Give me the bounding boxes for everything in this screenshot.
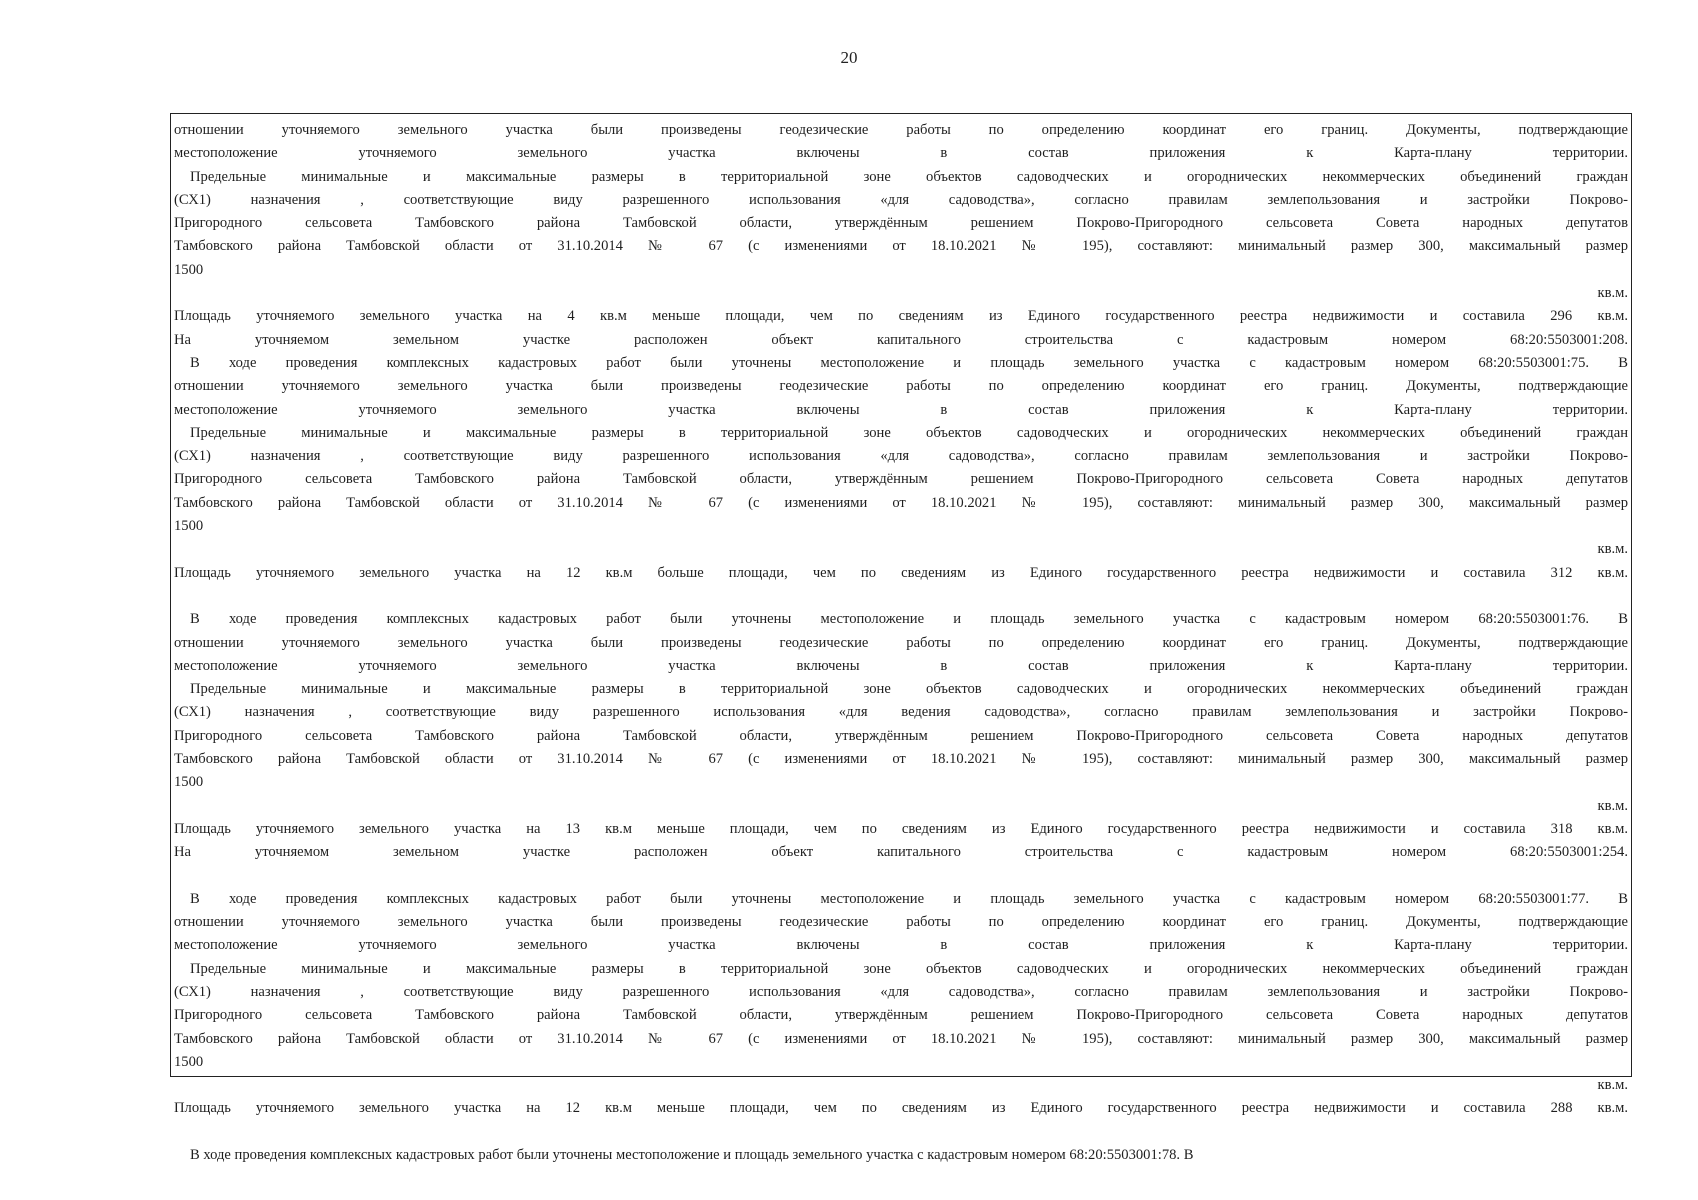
text-line: На уточняемом земельном участке расположен объект капитального строительства с кадастровым номером 68:20:5503001:208.: [174, 331, 1628, 348]
parcel-section: [174, 1144, 1628, 1167]
blank-line: [174, 1121, 1628, 1144]
parcel-section: [174, 119, 1628, 352]
document-frame: [170, 113, 1632, 1164]
text-line: В ходе проведения комплексных кадастровых работ были уточнены местоположение и площадь земельного участка с кадастровым номером 68:20:5503001:76. В: [190, 611, 1628, 628]
blank-line: [174, 585, 1628, 608]
text-line: местоположение уточняемого земельного участка включены в состав приложения к Карта-плану территории.: [174, 657, 1628, 674]
text-line: Пригородного сельсовета Тамбовского района Тамбовской области, утверждённым решением Покрово-Пригородного сельсовета Совета народных депутатов: [174, 1007, 1628, 1024]
text-line: местоположение уточняемого земельного участка включены в состав приложения к Карта-плану территории.: [174, 937, 1628, 954]
text-line: В ходе проведения комплексных кадастровых работ были уточнены местоположение и площадь земельного участка с кадастровым номером 68:20:5503001:77. В: [190, 890, 1628, 907]
text-line: кв.м.: [1597, 285, 1628, 302]
text-line: Площадь уточняемого земельного участка на 4 кв.м меньше площади, чем по сведениям из Единого государственного реестра недвижимости и составила 296 кв.м.: [174, 308, 1628, 325]
text-line: (СХ1) назначения , соответствующие виду разрешенного использования «для садоводства», согласно правилам землепользования и застройки Покрово-: [174, 191, 1628, 208]
text-line: кв.м.: [1597, 1077, 1628, 1094]
text-line: отношении уточняемого земельного участка были произведены геодезические работы по определению координат его границ. Документы, подтверждающие: [174, 634, 1628, 651]
text-line: 1500: [174, 261, 204, 278]
text-line: Предельные минимальные и максимальные размеры в территориальной зоне объектов садоводческих и огороднических некоммерческих объединений граждан: [190, 424, 1628, 441]
text-line: кв.м.: [1597, 541, 1628, 558]
text-line: кв.м.: [1597, 797, 1628, 814]
blank-line: [174, 865, 1628, 888]
text-line: Площадь уточняемого земельного участка на 12 кв.м больше площади, чем по сведениям из Единого государственного реестра недвижимости и составила 312 кв.м.: [174, 564, 1628, 581]
text-line: 1500: [174, 1053, 204, 1070]
text-line: На уточняемом земельном участке расположен объект капитального строительства с кадастровым номером 68:20:5503001:254.: [174, 844, 1628, 861]
text-line: Площадь уточняемого земельного участка на 12 кв.м меньше площади, чем по сведениям из Единого государственного реестра недвижимости и составила 288 кв.м.: [174, 1100, 1628, 1117]
text-line: Предельные минимальные и максимальные размеры в территориальной зоне объектов садоводческих и огороднических некоммерческих объединений граждан: [190, 681, 1628, 698]
text-line: местоположение уточняемого земельного участка включены в состав приложения к Карта-плану территории.: [174, 401, 1628, 418]
text-line: Предельные минимальные и максимальные размеры в территориальной зоне объектов садоводческих и огороднических некоммерческих объединений граждан: [190, 168, 1628, 185]
text-line: (СХ1) назначения , соответствующие виду разрешенного использования «для садоводства», согласно правилам землепользования и застройки Покрово-: [174, 448, 1628, 465]
text-line: местоположение уточняемого земельного участка включены в состав приложения к Карта-плану территории.: [174, 145, 1628, 162]
text-line: Тамбовского района Тамбовской области от 31.10.2014 № 67 (с изменениями от 18.10.2021 № 195), составляют: минимальный размер 300, максимальный размер: [174, 494, 1628, 511]
text-line: Площадь уточняемого земельного участка на 13 кв.м меньше площади, чем по сведениям из Единого государственного реестра недвижимости и составила 318 кв.м.: [174, 820, 1628, 837]
text-line: Пригородного сельсовета Тамбовского района Тамбовской области, утверждённым решением Покрово-Пригородного сельсовета Совета народных депутатов: [174, 215, 1628, 232]
text-line: отношении уточняемого земельного участка были произведены геодезические работы по определению координат его границ. Документы, подтверждающие: [174, 914, 1628, 931]
page-number: 20: [840, 48, 858, 67]
text-line: Пригородного сельсовета Тамбовского района Тамбовской области, утверждённым решением Покрово-Пригородного сельсовета Совета народных депутатов: [174, 727, 1628, 744]
text-line: Предельные минимальные и максимальные размеры в территориальной зоне объектов садоводческих и огороднических некоммерческих объединений граждан: [190, 960, 1628, 977]
parcel-section: [174, 608, 1628, 888]
text-line: (СХ1) назначения , соответствующие виду разрешенного использования «для садоводства», согласно правилам землепользования и застройки Покрово-: [174, 983, 1628, 1000]
text-line: В ходе проведения комплексных кадастровых работ были уточнены местоположение и площадь земельного участка с кадастровым номером 68:20:5503001:75. В: [190, 354, 1628, 371]
document-body: [174, 119, 1628, 1167]
parcel-section: [174, 888, 1628, 1144]
text-line: Тамбовского района Тамбовской области от 31.10.2014 № 67 (с изменениями от 18.10.2021 № 195), составляют: минимальный размер 300, максимальный размер: [174, 1030, 1628, 1047]
text-line: 1500: [174, 774, 204, 791]
text-line: 1500: [174, 518, 204, 535]
parcel-section: [174, 352, 1628, 608]
text-line: отношении уточняемого земельного участка были произведены геодезические работы по определению координат его границ. Документы, подтверждающие: [174, 122, 1628, 138]
text-line: Тамбовского района Тамбовской области от 31.10.2014 № 67 (с изменениями от 18.10.2021 № 195), составляют: минимальный размер 300, максимальный размер: [174, 751, 1628, 768]
text-line: Тамбовского района Тамбовской области от 31.10.2014 № 67 (с изменениями от 18.10.2021 № 195), составляют: минимальный размер 300, максимальный размер: [174, 238, 1628, 255]
text-line: (СХ1) назначения , соответствующие виду разрешенного использования «для ведения садоводства», согласно правилам землепользования и застройки Покрово-: [174, 704, 1628, 721]
text-line: В ходе проведения комплексных кадастровых работ были уточнены местоположение и площадь земельного участка с кадастровым номером 68:20:5503001:78. В: [190, 1147, 1194, 1164]
text-line: Пригородного сельсовета Тамбовского района Тамбовской области, утверждённым решением Покрово-Пригородного сельсовета Совета народных депутатов: [174, 471, 1628, 488]
text-line: отношении уточняемого земельного участка были произведены геодезические работы по определению координат его границ. Документы, подтверждающие: [174, 378, 1628, 395]
